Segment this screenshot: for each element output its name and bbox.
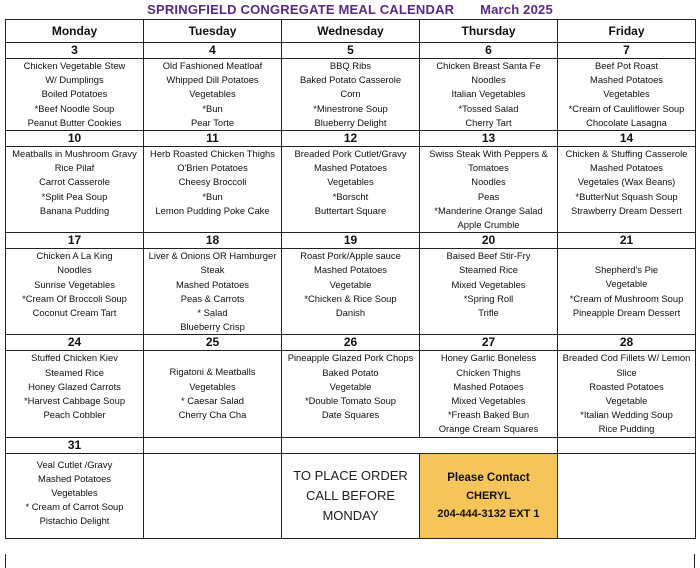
menu-line: Tomatoes — [468, 162, 509, 174]
menu-line: Slice — [616, 366, 637, 378]
menu-line: *Cream Of Broccoli Soup — [22, 292, 127, 304]
date-cell: 27 — [420, 335, 558, 351]
menu-line: Vegetable — [605, 395, 648, 407]
meal-row — [6, 351, 696, 437]
menu-line: Rigatoni & Meatballs — [169, 366, 256, 378]
date-cell: 3 — [6, 43, 144, 59]
menu-line: Steamed Rice — [45, 366, 104, 378]
menu-line: Vegetables — [603, 88, 650, 100]
date-cell: 11 — [144, 131, 282, 147]
date-cell-empty — [282, 437, 420, 453]
menu-line: Pineapple Dream Dessert — [572, 306, 681, 318]
date-cell: 24 — [6, 335, 144, 351]
date-cell: 5 — [282, 43, 420, 59]
menu-line: Mashed Potatoes — [590, 74, 663, 86]
menu-line: Stuffed Chicken Kiev — [31, 352, 118, 364]
date-cell: 20 — [420, 233, 558, 249]
menu-line: Chocolate Lasagna — [586, 116, 667, 128]
menu-line: Baked Potato — [322, 366, 379, 378]
calendar-title — [0, 0, 700, 19]
menu-line: *Cream of Mushroom Soup — [569, 292, 684, 304]
menu-line: Mashed Potatoes — [314, 264, 387, 276]
meal-row — [6, 59, 696, 131]
menu-line: Vegetable — [329, 278, 372, 290]
date-cell: 14 — [558, 131, 696, 147]
menu-line: Cherry Cha Cha — [178, 409, 247, 421]
menu-line: Mashed Potaoes — [453, 380, 524, 392]
contact-box — [420, 453, 558, 538]
menu-line: Swiss Steak With Peppers & — [429, 148, 548, 160]
menu-line: Danish — [335, 307, 366, 319]
menu-line: Peas & Carrots — [180, 292, 245, 304]
date-cell: 10 — [6, 131, 144, 147]
menu-line: O'Brien Potatoes — [177, 162, 248, 174]
date-cell: 18 — [144, 233, 282, 249]
menu-line: Steamed Rice — [459, 264, 518, 276]
menu-line: Old Fashioned Meatloaf — [162, 60, 263, 71]
menu-line: Whipped Dill Potatoes — [166, 74, 259, 86]
weekday-header-row — [6, 20, 696, 43]
menu-line: Carrot Casserole — [39, 176, 110, 188]
menu-line: *Bun — [202, 190, 223, 202]
meal-cell-31 — [6, 453, 144, 538]
menu-line: Rice Pilaf — [54, 162, 95, 174]
meal-cell — [558, 249, 696, 335]
menu-line: *Tossed Salad — [458, 102, 519, 114]
menu-line: Meatballs in Mushroom Gravy — [12, 148, 137, 160]
contact-heading: Please Contact — [447, 471, 530, 484]
weekday-tuesday: Tuesday — [144, 20, 282, 43]
menu-line: BBQ Ribs — [329, 60, 372, 71]
meal-cell — [6, 249, 144, 335]
menu-line: Trifle — [478, 307, 499, 319]
menu-line: *Harvest Cabbage Soup — [23, 395, 126, 407]
menu-line: Noodles — [471, 74, 506, 86]
meal-cell — [6, 59, 144, 131]
menu-line: W/ Dumplings — [45, 74, 104, 86]
meal-cell-empty — [144, 453, 282, 538]
menu-line: Coconut Cream Tart — [32, 307, 117, 319]
menu-line: * Salad — [197, 307, 228, 319]
menu-line: Veal Cutlet /Gravy — [36, 458, 113, 470]
menu-line: Vegetables — [51, 487, 98, 499]
menu-line: Italian Vegetables — [451, 88, 526, 100]
menu-line: Orange Cream Squares — [438, 423, 539, 435]
order-line: TO PLACE ORDER — [293, 467, 408, 483]
menu-line: Mashed Potatoes — [38, 472, 111, 484]
meal-cell — [6, 351, 144, 437]
date-cell: 25 — [144, 335, 282, 351]
menu-line: Chicken & Stuffing Casserole — [565, 148, 688, 160]
menu-line: *Borscht — [332, 190, 369, 202]
menu-line: Honey Garlic Boneless — [440, 352, 537, 364]
menu-line: Vegetables — [327, 176, 374, 188]
meal-cell — [282, 249, 420, 335]
date-cell-empty — [558, 437, 696, 453]
weekday-thursday: Thursday — [420, 20, 558, 43]
menu-line: Cherry Tart — [465, 116, 512, 128]
date-row — [6, 335, 696, 351]
contact-phone: 204-444-3132 EXT 1 — [437, 507, 540, 520]
meal-cell — [6, 147, 144, 233]
menu-line: *Freash Baked Bun — [447, 409, 530, 421]
meal-cell — [282, 147, 420, 233]
date-row — [6, 437, 696, 453]
weekday-monday: Monday — [6, 20, 144, 43]
date-cell-empty — [144, 437, 282, 453]
menu-line: *Beef Noodle Soup — [34, 102, 115, 114]
order-line: MONDAY — [322, 507, 379, 523]
menu-line: Chicken Vegetable Stew — [23, 60, 126, 71]
menu-line: Peach Cobbler — [43, 409, 106, 421]
meal-row — [6, 249, 696, 335]
menu-line: Mixed Vegetables — [451, 395, 526, 407]
date-cell: 17 — [6, 233, 144, 249]
date-row — [6, 43, 696, 59]
menu-line: *Cream of Cauliflower Soup — [568, 102, 685, 114]
menu-line: *Split Pea Soup — [41, 190, 108, 202]
menu-line: Boiled Potatoes — [41, 88, 108, 100]
menu-line: Steak — [200, 264, 225, 276]
menu-line: *Minestrone Soup — [313, 102, 388, 114]
menu-line: Pistachio Delight — [39, 515, 110, 527]
meal-cell — [282, 59, 420, 131]
date-row — [6, 233, 696, 249]
meal-cell — [144, 147, 282, 233]
menu-line: Cheesy Broccoli — [178, 176, 247, 188]
menu-line: Mixed Vegetables — [451, 278, 526, 290]
menu-line: Chicken Breast Santa Fe — [436, 60, 541, 71]
menu-line: Pear Torte — [190, 116, 235, 128]
date-cell: 26 — [282, 335, 420, 351]
meal-cell — [420, 249, 558, 335]
meal-cell — [282, 351, 420, 437]
menu-line: Pineapple Glazed Pork Chops — [287, 352, 414, 364]
menu-line: Herb Roasted Chicken Thighs — [150, 148, 275, 160]
menu-line: Chicken A La King — [36, 250, 113, 262]
meal-row — [6, 147, 696, 233]
menu-line: Vegetables — [189, 380, 236, 392]
menu-line: *Chicken & Rice Soup — [304, 292, 397, 304]
calendar-table — [5, 19, 696, 539]
menu-line: Mashed Potatoes — [176, 278, 249, 290]
menu-line: *Double Tomato Soup — [304, 395, 397, 407]
menu-line: Corn — [340, 88, 361, 100]
menu-line: Peanut Butter Cookies — [27, 116, 122, 128]
date-cell: 28 — [558, 335, 696, 351]
order-instructions — [282, 453, 420, 538]
menu-line: Apple Crumble — [457, 219, 520, 231]
meal-cell — [144, 59, 282, 131]
date-cell: 7 — [558, 43, 696, 59]
contact-name: CHERYL — [466, 489, 511, 502]
meal-row — [6, 453, 696, 538]
menu-line: Breaded Cod Fillets W/ Lemon — [562, 352, 691, 364]
menu-line: *Italian Wedding Soup — [580, 409, 673, 421]
weekday-wednesday: Wednesday — [282, 20, 420, 43]
meal-cell — [420, 351, 558, 437]
menu-line: Vegetable — [605, 278, 648, 290]
date-row — [6, 131, 696, 147]
menu-line: Noodles — [471, 176, 506, 188]
menu-line: Roast Pork/Apple sauce — [300, 250, 401, 262]
menu-line: Noodles — [57, 264, 92, 276]
menu-line: Honey Glazed Carrots — [28, 380, 121, 392]
date-cell: 19 — [282, 233, 420, 249]
menu-line: Shepherd's Pie — [594, 264, 659, 276]
menu-line: Beef Pot Roast — [594, 60, 659, 71]
weekday-friday: Friday — [558, 20, 696, 43]
menu-line: *Spring Roll — [463, 292, 514, 304]
meal-cell — [558, 59, 696, 131]
menu-line: Peas — [477, 190, 500, 202]
meal-cell — [558, 351, 696, 437]
menu-line: * Cream of Carrot Soup — [25, 501, 124, 513]
menu-line: Baised Beef Stir-Fry — [446, 250, 531, 262]
meal-cell — [144, 351, 282, 437]
menu-line: * Caesar Salad — [180, 394, 245, 406]
menu-line: Lemon Pudding Poke Cake — [155, 204, 270, 216]
order-line: CALL BEFORE — [305, 487, 396, 503]
menu-line: Mashed Potatoes — [314, 162, 387, 174]
meal-cell — [558, 147, 696, 233]
menu-line: Baked Potato Casserole — [299, 74, 402, 86]
date-cell: 6 — [420, 43, 558, 59]
date-cell: 21 — [558, 233, 696, 249]
menu-line: Liver & Onions OR Hamburger — [148, 250, 277, 262]
meal-cell — [420, 59, 558, 131]
menu-line: Sunrise Vegetables — [34, 278, 115, 290]
calendar-footer-border — [5, 554, 695, 568]
meal-cell — [420, 147, 558, 233]
menu-line: Blueberry Crisp — [180, 321, 245, 333]
calendar-title-month: March 2025 — [480, 2, 553, 17]
menu-line: Breaded Pork Cutlet/Gravy — [294, 148, 407, 160]
menu-line: Vegetables — [189, 88, 236, 100]
menu-line: Vegetales (Wax Beans) — [577, 176, 676, 188]
date-cell-empty — [420, 437, 558, 453]
menu-line: Chicken Thighs — [456, 366, 521, 378]
calendar-body — [6, 43, 696, 539]
menu-line: Date Squares — [321, 409, 380, 421]
menu-line: Mashed Potatoes — [590, 162, 663, 174]
meal-cell — [144, 249, 282, 335]
menu-line: Rice Pudding — [598, 423, 655, 435]
menu-line: Blueberry Delight — [314, 116, 387, 128]
menu-line: *Manderine Orange Salad — [434, 204, 543, 216]
menu-line: Roasted Potatoes — [589, 380, 664, 392]
date-cell: 4 — [144, 43, 282, 59]
menu-line: *Bun — [202, 102, 223, 114]
menu-line: Buttertart Square — [314, 204, 387, 216]
calendar-title-main: SPRINGFIELD CONGREGATE MEAL CALENDAR — [147, 2, 455, 17]
menu-line: Strawberry Dream Dessert — [571, 204, 682, 216]
menu-line: Vegetable — [329, 380, 372, 392]
date-cell: 31 — [6, 437, 144, 453]
date-cell: 13 — [420, 131, 558, 147]
date-cell: 12 — [282, 131, 420, 147]
meal-cell-empty — [558, 453, 696, 538]
menu-line: *ButterNut Squash Soup — [575, 190, 678, 202]
menu-line: Banana Pudding — [39, 204, 110, 216]
